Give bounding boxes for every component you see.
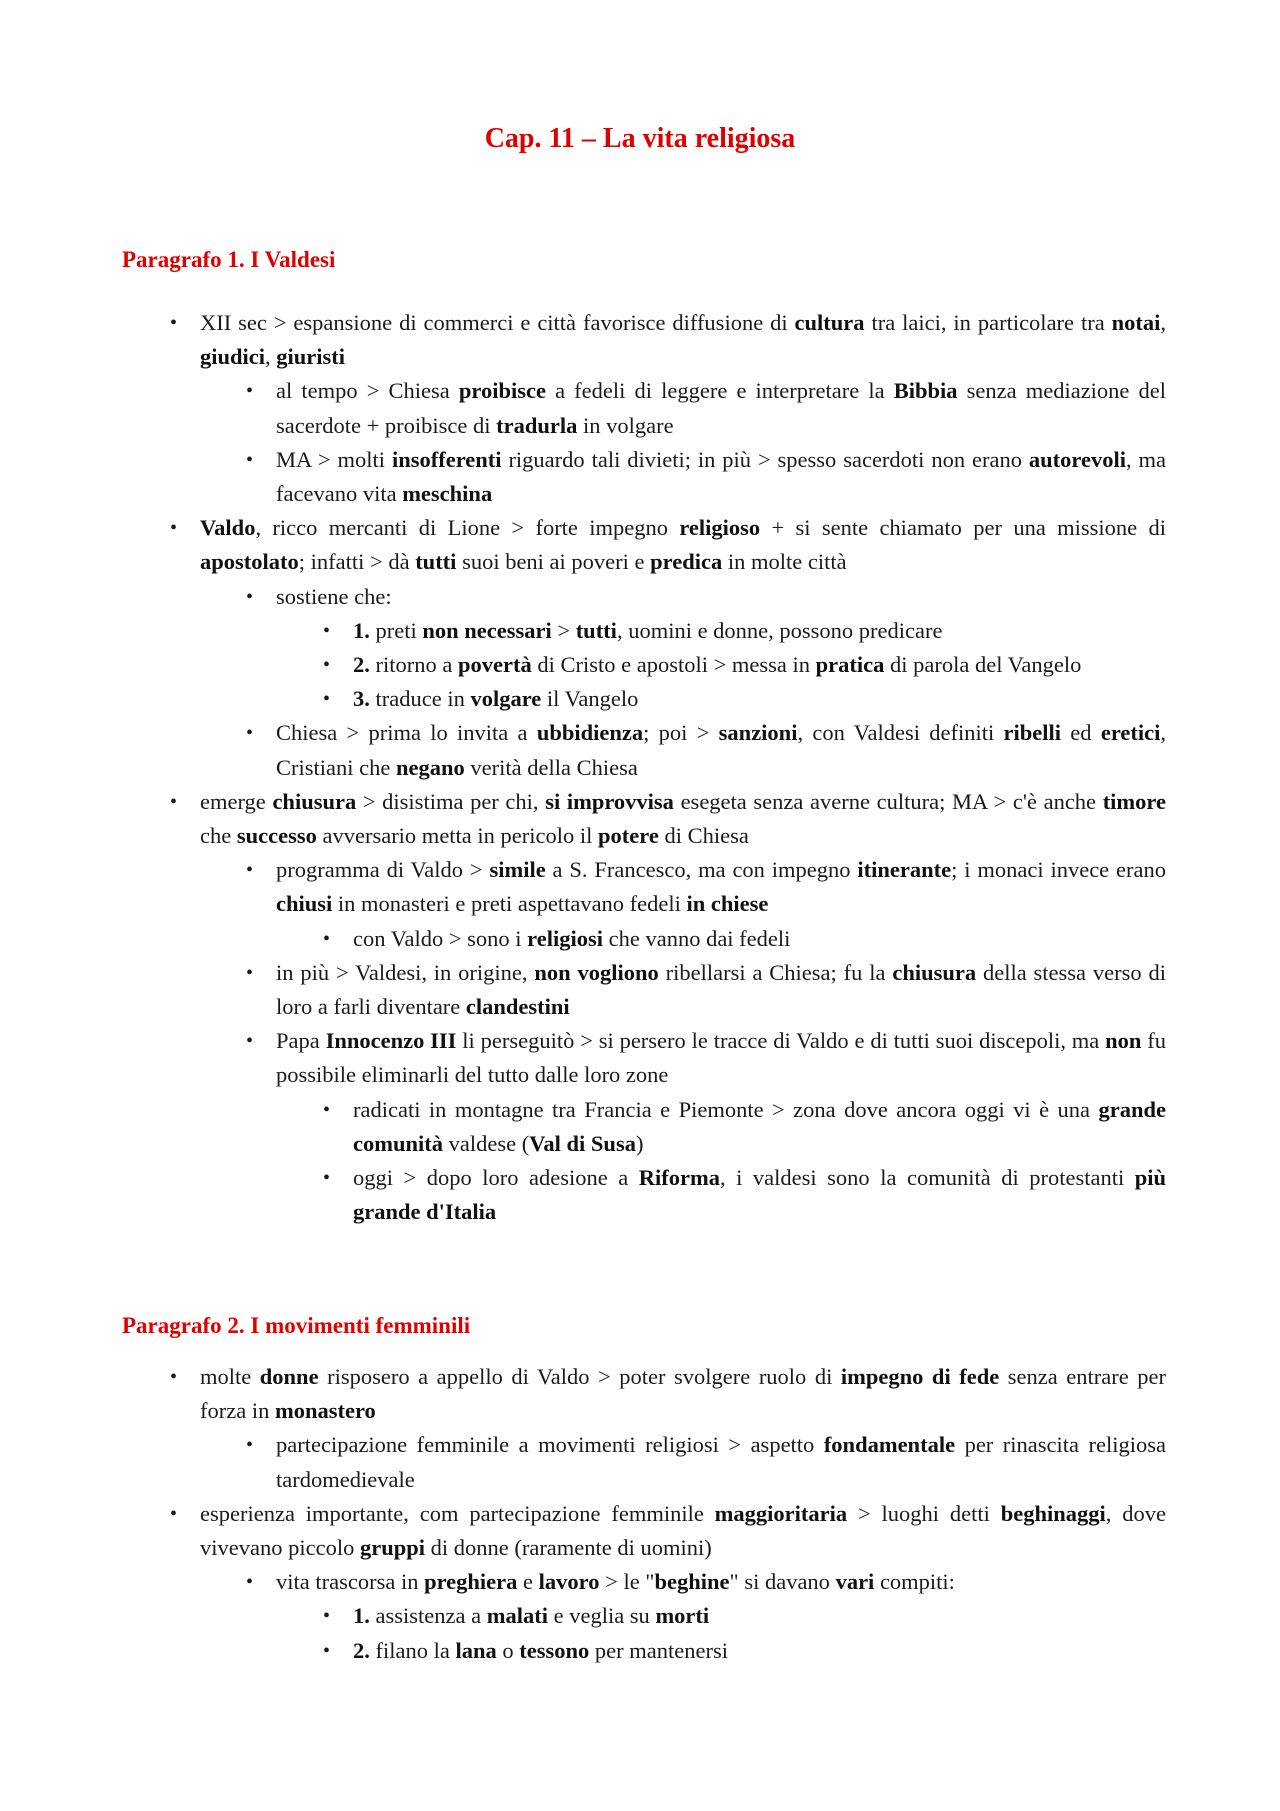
bullet-item-level-1: • XII sec > espansione di commerci e città favorisce diffusione di cultura tra laici, in particolare tra notai, giudici, giuristi	[200, 306, 1166, 374]
bullet-item-level-2: • Chiesa > prima lo invita a ubbidienza; poi > sanzioni, con Valdesi definiti ribelli ed eretici, Cristiani che negano verità della Chiesa	[276, 716, 1166, 784]
bullet-item-level-2: • Papa Innocenzo III li perseguitò > si persero le tracce di Valdo e di tutti suoi discepoli, ma non fu possibile eliminarli del tutto dalle loro zone	[276, 1024, 1166, 1092]
bullet-item-level-2: • sostiene che:	[276, 580, 1166, 614]
bullet-item-level-2: • partecipazione femminile a movimenti religiosi > aspetto fondamentale per rinascita religiosa tardomedievale	[276, 1428, 1166, 1496]
bullet-item-level-3: • 1. assistenza a malati e veglia su morti	[353, 1599, 1166, 1633]
bullet-item-level-3: • 1. preti non necessari > tutti, uomini e donne, possono predicare	[353, 614, 1166, 648]
bullet-item-level-1: • molte donne risposero a appello di Valdo > poter svolgere ruolo di impegno di fede senza entrare per forza in monastero	[200, 1360, 1166, 1428]
bullet-item-level-1: • Valdo, ricco mercanti di Lione > forte impegno religioso + si sente chiamato per una missione di apostolato; infatti > dà tutti suoi beni ai poveri e predica in molte città	[200, 511, 1166, 579]
bullet-item-level-2: • in più > Valdesi, in origine, non vogliono ribellarsi a Chiesa; fu la chiusura della stessa verso di loro a farli diventare clandestini	[276, 956, 1166, 1024]
bullet-item-level-3: • radicati in montagne tra Francia e Piemonte > zona dove ancora oggi vi è una grande comunità valdese (Val di Susa)	[353, 1093, 1166, 1161]
bullet-item-level-1: • emerge chiusura > disistima per chi, si improvvisa esegeta senza averne cultura; MA > c'è anche timore che successo avversario metta in pericolo il potere di Chiesa	[200, 785, 1166, 853]
bullet-item-level-2: • MA > molti insofferenti riguardo tali divieti; in più > spesso sacerdoti non erano autorevoli, ma facevano vita meschina	[276, 443, 1166, 511]
bullet-item-level-3: • 2. ritorno a povertà di Cristo e apostoli > messa in pratica di parola del Vangelo	[353, 648, 1166, 682]
section-list-valdesi	[0, 306, 1280, 1229]
bullet-item-level-3: • 3. traduce in volgare il Vangelo	[353, 682, 1166, 716]
bullet-item-level-2: • al tempo > Chiesa proibisce a fedeli di leggere e interpretare la Bibbia senza mediazione del sacerdote + proibisce di tradurla in volgare	[276, 374, 1166, 442]
bullet-item-level-2: • vita trascorsa in preghiera e lavoro > le "beghine" si davano vari compiti:	[276, 1565, 1166, 1599]
bullet-item-level-1: • esperienza importante, com partecipazione femminile maggioritaria > luoghi detti beghinaggi, dove vivevano piccolo gruppi di donne (raramente di uomini)	[200, 1497, 1166, 1565]
page-title: Cap. 11 – La vita religiosa	[484, 123, 796, 154]
bullet-item-level-2: • programma di Valdo > simile a S. Francesco, ma con impegno itinerante; i monaci invece erano chiusi in monasteri e preti aspettavano fedeli in chiese	[276, 853, 1166, 921]
section-list-movimenti-femminili	[0, 1360, 1280, 1668]
section-heading-movimenti-femminili: Paragrafo 2. I movimenti femminili	[122, 1313, 471, 1338]
bullet-item-level-3: • con Valdo > sono i religiosi che vanno dai fedeli	[353, 922, 1166, 956]
bullet-item-level-3: • oggi > dopo loro adesione a Riforma, i valdesi sono la comunità di protestanti più grande d'Italia	[353, 1161, 1166, 1229]
section-heading-valdesi: Paragrafo 1. I Valdesi	[122, 247, 336, 272]
bullet-item-level-3: • 2. filano la lana o tessono per mantenersi	[353, 1634, 1166, 1668]
